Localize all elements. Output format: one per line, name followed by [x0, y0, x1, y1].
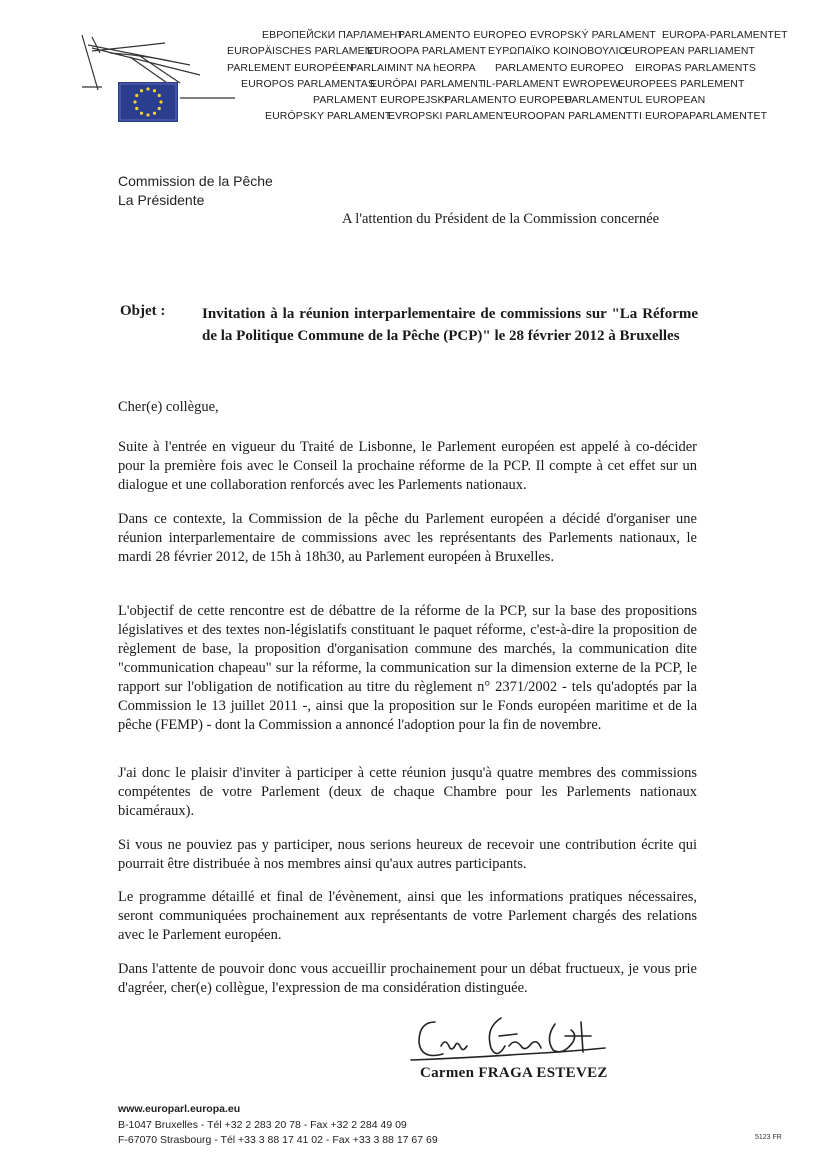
parliament-name: PARLAMENT EUROPEJSKI	[313, 94, 448, 107]
names-line	[225, 108, 785, 124]
star-icon	[158, 94, 161, 97]
document-reference: 5123 FR	[755, 1134, 782, 1141]
names-line	[225, 27, 788, 43]
parliament-name: ЕВРОПЕЙСКИ ПАРЛАМЕНТ	[262, 29, 404, 41]
parliament-name: PARLAMENTO EUROPEU	[444, 94, 573, 107]
sender-block	[118, 172, 273, 210]
star-icon	[158, 107, 161, 110]
parliament-name: PARLAIMINT NA hEORPA	[350, 61, 476, 74]
brussels-address: B-1047 Bruxelles - Tél +32 2 283 20 78 - Fax +32 2 284 49 09	[118, 1118, 407, 1131]
body-paragraph: J'ai donc le plaisir d'inviter à participer à cette réunion jusqu'à quatre membres des commissions compétentes de votre Parlement (deux de chaque Chambre pour les Parlements nationaux bicaméraux).	[118, 765, 697, 819]
parliament-name: IL-PARLAMENT EWROPEW	[483, 77, 620, 90]
parliament-name: EUROPA-PARLAMENTET	[662, 29, 788, 41]
star-icon	[153, 89, 156, 92]
parliament-name: ΕΥΡΩΠΑΪΚΟ ΚΟΙΝΟΒΟΥΛΙΟ	[488, 45, 627, 58]
names-line	[225, 92, 785, 108]
star-icon	[146, 87, 149, 90]
subject-label: Objet :	[120, 303, 166, 319]
star-icon	[146, 113, 149, 116]
signatory-name: Carmen FRAGA ESTEVEZ	[420, 1065, 608, 1081]
parliament-name: PARLAMENTUL EUROPEAN	[565, 94, 706, 107]
parliament-name: EUROPEAN PARLIAMENT	[625, 45, 756, 58]
body-paragraph: Si vous ne pouviez pas y participer, nous serions heureux de recevoir une contribution écrite qui pourrait être distribuée à nos membres ainsi qu'aux autres participants.	[118, 837, 697, 872]
parliament-name: EIROPAS PARLAMENTS	[635, 61, 757, 74]
parliament-name: PARLAMENTO EUROPEO	[495, 61, 624, 74]
parliament-names-header	[225, 27, 788, 125]
parliament-name: EUROPÄISCHES PARLAMENT	[227, 45, 379, 58]
website-link[interactable]: www.europarl.europa.eu	[118, 1103, 241, 1115]
footer-contact	[118, 1102, 438, 1149]
star-icon	[140, 89, 143, 92]
parliament-name: EUROPEES PARLEMENT	[618, 77, 745, 90]
star-icon	[135, 107, 138, 110]
body-paragraph: Dans ce contexte, la Commission de la pêche du Parlement européen a décidé d'organiser une réunion interparlementaire de commissions avec les représentants des Parlements nationaux, le mardi 28 février 2012, de 15h à 18h30, au Parlement européen à Bruxelles.	[118, 511, 697, 565]
sender-committee: Commission de la Pêche	[118, 173, 273, 189]
parliament-name: EURÓPSKY PARLAMENT	[265, 110, 392, 123]
sender-role: La Présidente	[118, 192, 205, 208]
body-paragraph: L'objectif de cette rencontre est de débattre de la réforme de la PCP, sur la base des propositions législatives et des textes non-législatifs constituant le paquet réforme, c'est-à-dire la proposition de règlement de base, la proposition d'organisation commune des marchés, la communication dite "communication chapeau" sur la réforme, la communication sur la dimension externe de la PCP, le rapport sur l'obligation de notification au titre du règlement n° 2371/2002 - tels qu'adoptés par la Commission le 13 juillet 2011 -, ainsi que la proposition sur le Fonds européen maritime et de la pêche (FEMP) - dont la Commission a annoncé l'adoption pour la fin de novembre.	[118, 603, 697, 733]
star-icon	[153, 112, 156, 115]
subject-text: Invitation à la réunion interparlementaire de commissions sur "La Réforme de la Politique Commune de la Pêche (PCP)" le 28 février 2012 à Bruxelles	[202, 306, 698, 344]
parliament-name: PARLEMENT EUROPÉEN	[227, 61, 354, 74]
star-icon	[135, 94, 138, 97]
names-line	[225, 76, 785, 92]
star-icon	[159, 100, 162, 103]
star-icon	[133, 100, 136, 103]
parliament-name: EUROOPAN PARLAMENTTI	[505, 110, 642, 123]
attention-line: A l'attention du Président de la Commission concernée	[342, 211, 660, 227]
names-line	[225, 43, 785, 59]
parliament-name: PARLAMENTO EUROPEO	[398, 29, 527, 41]
parliament-name: EURÓPAI PARLAMENT	[370, 77, 485, 90]
names-line	[225, 60, 785, 76]
star-icon	[140, 112, 143, 115]
parliament-name: EUROPAPARLAMENTET	[645, 110, 768, 123]
parliament-name: EVROPSKI PARLAMENT	[388, 110, 510, 123]
body-paragraph: Le programme détaillé et final de l'évènement, ainsi que les informations pratiques nécessaires, seront communiquées prochainement aux représentants de votre Parlement chargés des relations avec le Parlement européen.	[118, 889, 697, 943]
body-paragraph: Dans l'attente de pouvoir donc vous accueillir prochainement pour un débat fructueux, je vous prie d'agréer, cher(e) collègue, l'expression de ma considération distinguée.	[118, 961, 697, 996]
salutation: Cher(e) collègue,	[118, 399, 219, 415]
parliament-name: EUROOPA PARLAMENT	[367, 45, 487, 58]
strasbourg-address: F-67070 Strasbourg - Tél +33 3 88 17 41 02 - Fax +33 3 88 17 67 69	[118, 1134, 438, 1146]
parliament-name: EVROPSKÝ PARLAMENT	[530, 29, 656, 41]
parliament-name: EUROPOS PARLAMENTAS	[241, 77, 375, 90]
european-parliament-logo	[70, 25, 250, 125]
body-paragraph: Suite à l'entrée en vigueur du Traité de Lisbonne, le Parlement européen est appelé à co-décider pour la première fois avec le Conseil la prochaine réforme de la PCP. Il compte à cet effet sur un dialogue et une collaboration renforcés avec les Parlements nationaux.	[118, 439, 697, 493]
handwritten-signature	[405, 1008, 625, 1070]
